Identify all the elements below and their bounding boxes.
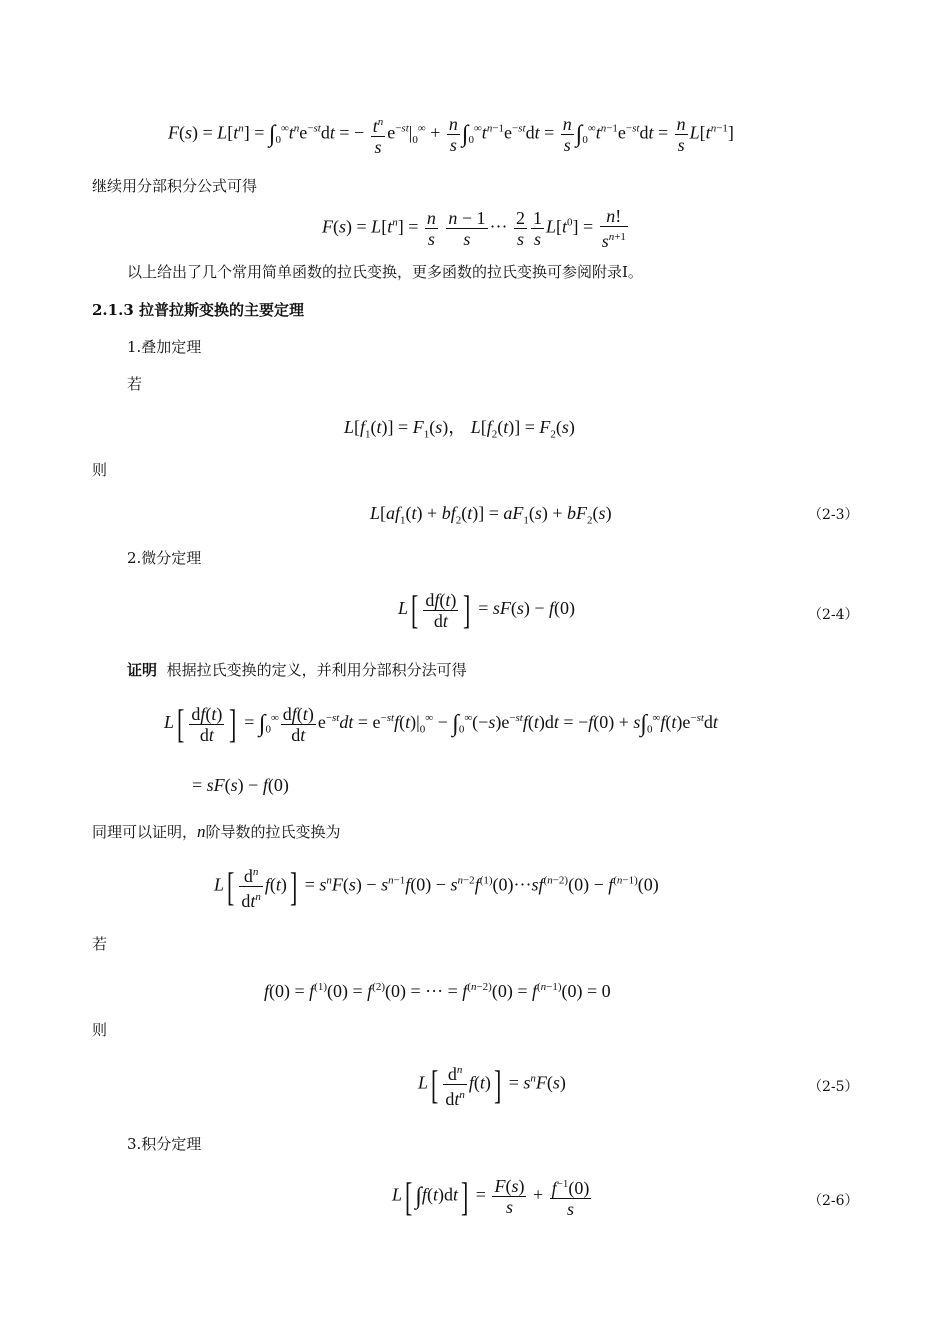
label-then-2: 则 — [92, 1021, 108, 1039]
similarly-text: 同理可以证明， — [92, 823, 198, 841]
proof-paragraph — [127, 660, 467, 680]
variable-n: n — [197, 822, 206, 841]
equation-number-2-5: （2-5） — [808, 1079, 859, 1095]
equation-superposition-result: $L[af_1(t) + bf_2(t)] = aF_1(s) + bF_2(s)$ — [370, 503, 612, 527]
equation-number-2-3: （2-3） — [808, 507, 859, 523]
equation-superposition-given: $L[f_1(t)] = F_1(s)$， $L[f_2(t)] = F_2(s)$ — [344, 417, 575, 441]
section-heading: 2.1.3 拉普拉斯变换的主要定理 — [92, 301, 304, 319]
equation-laplace-tn-result: $F(s) = L[t^n]$ = $\frac{n}{s}$ $\frac{n - 1}{s}$ ··· $\frac{2}{s}$ $\frac{1}{s}$ $L[t^0]$ = $\frac{n!}{s^{n+1}}$ — [322, 206, 626, 251]
equation-zero-initial-conditions: $f(0) = f^{(1)}(0) = f^{(2)}(0)$ = ··· = $f^{(n-2)}(0) = f^{(n-1)}(0) = 0$ — [264, 981, 611, 1001]
item-differentiation-theorem: 2.微分定理 — [127, 549, 202, 567]
proof-text: 根据拉氏变换的定义，并利用分部积分法可得 — [166, 661, 467, 679]
equation-proof-derivation: L[ $\frac{df(t)}{dt}$ ] = $\int_0^\infty$ $\frac{df(t)}{dt}$ $e^{-st}dt = e^{-st}f(t)|_0^\infty - \int_0^\infty(-s)e^{-st}f(t)dt = -f(0) + s\int_0^\infty f(t)e^{-st}dt$ — [164, 701, 718, 746]
equation-number-2-6: （2-6） — [808, 1193, 859, 1209]
item-integration-theorem: 3.积分定理 — [127, 1135, 202, 1153]
equation-laplace-tn-step: $F(s) = L[t^n] = \int_0^\infty t^ne^{-st}dt$ = − $\frac{t^n}{s}$ $e^{-st}|_0^\infty$ + $\frac{n}{s}$ $\int_0^\infty t^{n-1}e^{-st}dt$ = $\frac{n}{s}$ $\int_0^\infty t^{n-1}e^{-st}dt$ = $\frac{n}{s}$ $L[t^{n-1}]$ — [168, 114, 734, 157]
label-if-2: 若 — [92, 935, 108, 953]
label-if-1: 若 — [127, 375, 143, 393]
equation-nth-derivative: L[ $d^n$ $dt^n$ $f(t)] = s^nF(s) - s^{n-1}f(0) - s^{n-2}f^{(1)}(0)\cdot\cdot\cdot sf^{(n-2)}(0) - f^{(n-1)}(0)$ — [214, 863, 659, 911]
equation-differentiation: L[ $\frac{df(t)}{dt}$ ] = sF(s) − f(0) — [398, 587, 576, 632]
similarly-rest-text: 阶导数的拉氏变换为 — [205, 823, 341, 841]
equation-integration: L[ ∫f(t)dt] = $\frac{F(s)}{s}$ + $\frac{f^{-1}(0)}{s}$ — [392, 1173, 590, 1219]
equation-nth-derivative-zero-ic: L[ $d^n$ $dt^n$ $f(t)] = s^nF(s)$ — [418, 1061, 566, 1109]
proof-label: 证明 — [127, 661, 158, 679]
item-superposition-theorem: 1.叠加定理 — [127, 338, 202, 356]
equation-number-2-4: （2-4） — [808, 607, 859, 623]
label-then-1: 则 — [92, 461, 108, 479]
paragraph-nth-derivative — [92, 822, 341, 842]
equation-proof-result: = sF(s) − f(0) — [192, 775, 289, 795]
paragraph-integration-by-parts: 继续用分部积分公式可得 — [92, 177, 258, 195]
paragraph-appendix-reference: 以上给出了几个常用简单函数的拉氏变换，更多函数的拉氏变换可参阅附录Ⅰ。 — [127, 263, 643, 281]
